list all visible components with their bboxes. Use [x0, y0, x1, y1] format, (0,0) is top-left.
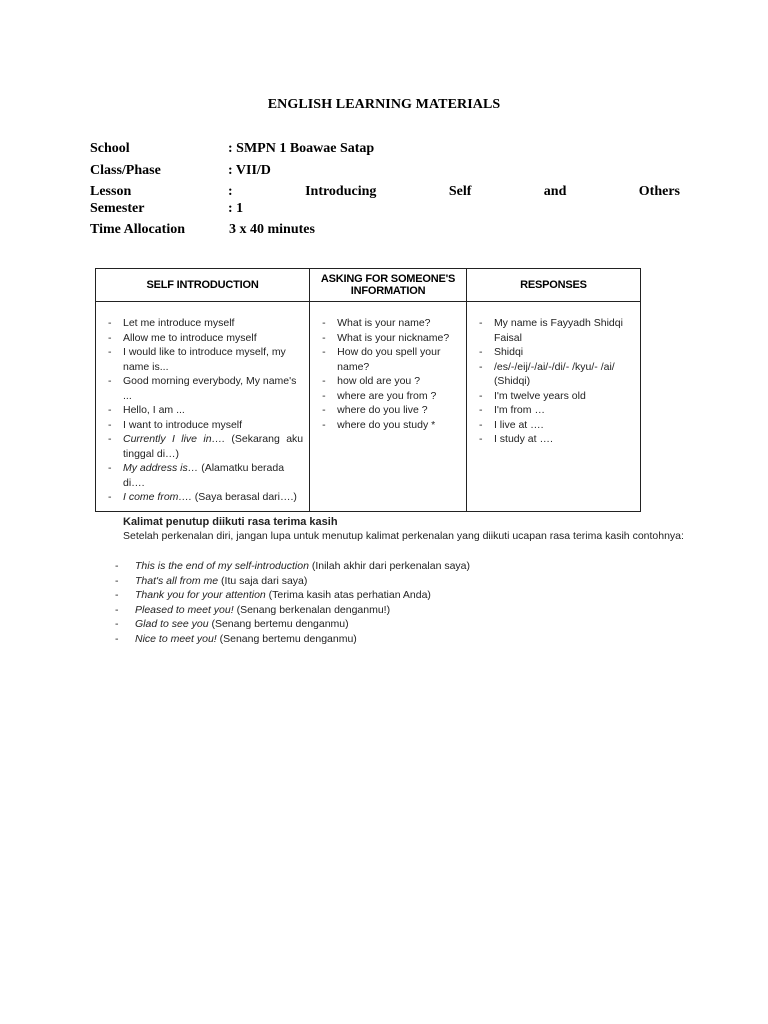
school-label: School	[90, 141, 130, 156]
list-item: - Good morning everybody, My name's ...	[104, 374, 303, 403]
list-item: - where do you study *	[318, 418, 460, 433]
class-label: Class/Phase	[90, 163, 161, 178]
list-item	[113, 632, 693, 647]
list-item: - What is your nickname?	[318, 331, 460, 346]
translation: (Senang bertemu denganmu)	[208, 618, 349, 630]
list-item: - I'm twelve years old	[475, 389, 634, 404]
time-label: Time Allocation	[90, 222, 186, 237]
self-introduction-list	[104, 316, 303, 505]
closing-section	[123, 515, 693, 646]
closing-heading: Kalimat penutup diikuti rasa terima kasih	[123, 516, 338, 528]
translation: (Itu saja dari saya)	[218, 574, 308, 587]
list-item: - where are you from ?	[318, 389, 460, 404]
english-phrase: Nice to meet you!	[135, 632, 217, 645]
header-self-introduction: SELF INTRODUCTION	[96, 269, 310, 302]
translation: (Senang berkenalan denganmu!)	[233, 603, 391, 616]
list-item: - /es/-/eij/-/ai/-/di/- /kyu/- /ai/ (Shidqi)	[475, 360, 634, 389]
list-item	[113, 617, 693, 632]
list-item: - I live at ….	[475, 418, 634, 433]
lesson-word: and	[543, 184, 567, 199]
list-item: - where do you live ?	[318, 403, 460, 418]
lesson-label: Lesson	[90, 184, 132, 199]
list-item	[104, 490, 303, 505]
list-item: - I would like to introduce myself, my name is...	[104, 345, 303, 374]
responses-list	[475, 316, 634, 447]
translation: (Sekarang aku tinggal di…)	[123, 433, 304, 460]
translation: (Terima kasih atas perhatian Anda)	[265, 589, 431, 601]
translation: (Saya berasal dari….)	[191, 491, 297, 503]
document-title: ENGLISH LEARNING MATERIALS	[267, 97, 501, 112]
list-item: - Allow me to introduce myself	[104, 331, 303, 346]
english-phrase: Glad to see you	[135, 618, 209, 630]
closing-list	[123, 559, 693, 646]
english-phrase: My address is…	[123, 462, 199, 474]
class-value: : VII/D	[228, 163, 271, 178]
list-item	[113, 588, 693, 603]
list-item	[113, 559, 693, 574]
english-phrase: I come from….	[123, 491, 192, 503]
closing-intro: Setelah perkenalan diri, jangan lupa untuk menutup kalimat perkenalan yang diikuti ucapan rasa terima kasih contohnya:	[123, 530, 684, 542]
responses-cell	[466, 302, 640, 512]
time-value: 3 x 40 minutes	[229, 222, 315, 237]
school-value: : SMPN 1 Boawae Satap	[228, 141, 375, 156]
list-item: - Shidqi	[475, 345, 634, 360]
table-row	[96, 302, 641, 512]
english-phrase: Currently I live in….	[123, 433, 225, 445]
lesson-colon: :	[228, 184, 233, 199]
table-header-row	[96, 269, 641, 302]
semester-label: Semester	[90, 201, 145, 216]
self-introduction-cell	[96, 302, 310, 512]
header-responses: RESPONSES	[466, 269, 640, 302]
asking-information-list	[318, 316, 460, 432]
lesson-value	[228, 184, 680, 200]
list-item: - Hello, I am ...	[104, 403, 303, 418]
lesson-word: Others	[638, 184, 680, 199]
list-item: - My name is Fayyadh Shidqi Faisal	[475, 316, 634, 345]
list-item: - What is your name?	[318, 316, 460, 331]
list-item	[104, 461, 303, 490]
semester-value: : 1	[228, 201, 244, 216]
english-phrase: This is the end of my self-introduction	[135, 560, 309, 572]
english-phrase: Pleased to meet you!	[135, 603, 234, 616]
list-item: - how old are you ?	[318, 374, 460, 389]
asking-information-cell	[310, 302, 467, 512]
list-item	[113, 574, 693, 589]
list-item: - I study at ….	[475, 432, 634, 447]
list-item: - How do you spell your name?	[318, 345, 460, 374]
header-asking-information: ASKING FOR SOMEONE'S INFORMATION	[310, 269, 467, 302]
lesson-word: Self	[448, 184, 472, 199]
english-phrase: Thank you for your attention	[135, 589, 266, 601]
expressions-table	[95, 268, 641, 512]
list-item: - Let me introduce myself	[104, 316, 303, 331]
translation: (Inilah akhir dari perkenalan saya)	[308, 560, 471, 572]
translation: (Alamatku berada di….	[123, 462, 285, 489]
translation: (Senang bertemu denganmu)	[216, 632, 357, 645]
list-item: - I want to introduce myself	[104, 418, 303, 433]
list-item: - I'm from …	[475, 403, 634, 418]
list-item	[104, 432, 303, 461]
english-phrase: That's all from me	[135, 574, 219, 587]
list-item	[113, 603, 693, 618]
lesson-word: Introducing	[305, 184, 377, 199]
